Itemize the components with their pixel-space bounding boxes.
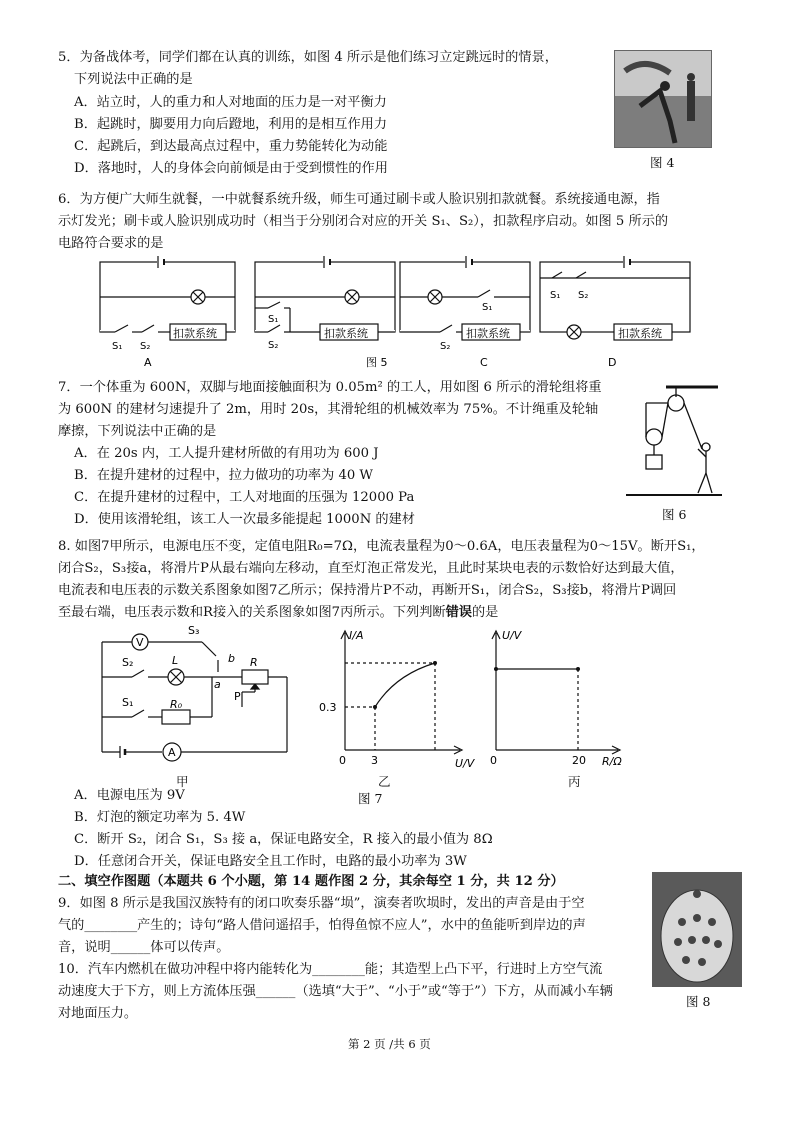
q6-stem-line2: 示灯发光；刷卡或人脸识别成功时（相当于分别闭合对应的开关 S₁、S₂），扣款程序启动。如图 5 所示的: [58, 214, 669, 229]
graph-yi-xlabel: U/V: [455, 757, 475, 770]
switch-s2-label: S₂: [122, 656, 134, 669]
xun-instrument-icon: [652, 872, 742, 987]
q8-stem-line3: 电流表和电压表的示数关系图象如图7乙所示；保持滑片P不动，再断开S₁，闭合S₂，S₃接b，将滑片P调回: [58, 583, 677, 598]
circuit-c-s1: S₁: [482, 302, 493, 313]
figure-8-caption: 图 8: [686, 994, 711, 1009]
figure-5-circuits: [90, 250, 710, 370]
q9-stem-line2: 气的________产生的；诗句“路人借问遥招手，怕得鱼惊不应人”，水中的鱼能听到岸边的声: [58, 918, 586, 933]
graph-yi-origin: 0: [339, 754, 346, 767]
q8-stem-line1: 8. 如图7甲所示，电源电压不变，定值电阻R₀=7Ω，电流表量程为0～0.6A，电压表量程为0～15V。断开S₁，: [58, 539, 705, 554]
q6-stem-line1: 6．为方便广大师生就餐，一中就餐系统升级，师生可通过刷卡或人脸识别扣款就餐。系统接通电源，指: [58, 192, 660, 207]
q7-option-b: B．在提升建材的过程中，拉力做功的功率为 40 W: [74, 468, 373, 483]
figure-7-jia-caption: 甲: [176, 774, 189, 789]
figure-7-caption: 图 7: [358, 791, 383, 806]
q7-option-c: C．在提升建材的过程中，工人对地面的压强为 12000 Pa: [74, 490, 415, 505]
q9-stem-line1: 9．如图 8 所示是我国汉族特有的闭口吹奏乐器“埙”，演奏者吹埙时，发出的声音是由于空: [58, 896, 585, 911]
figure-4-caption: 图 4: [650, 155, 675, 170]
figure-8-xun-photo: [652, 872, 742, 987]
contact-a-label: a: [214, 678, 221, 691]
graph-bing-xlabel: R/Ω: [602, 755, 622, 768]
q7-option-d: D．使用该滑轮组，该工人一次最多能提起 1000N 的建材: [74, 512, 415, 527]
q5-option-b: B．起跳时，脚要用力向后蹬地，利用的是相互作用力: [74, 117, 388, 132]
switch-s1-label: S₁: [122, 696, 134, 709]
circuit-b-s1: S₁: [268, 314, 279, 325]
q8-option-c: C．断开 S₂，闭合 S₁，S₃ 接 a，保证电路安全，R 接入的最小值为 8Ω: [74, 832, 493, 847]
slider-p-label: P: [234, 690, 241, 703]
contact-b-label: b: [228, 652, 235, 665]
figure-6-caption: 图 6: [662, 507, 687, 522]
figure-7-circuit-jia: [92, 622, 302, 772]
circuit-c-s2: S₂: [440, 341, 451, 352]
figure-7-graph-yi: [315, 625, 475, 770]
circuit-c-box-label: 扣款系统: [466, 327, 510, 340]
figure-4-photo: [614, 50, 712, 148]
q5-stem-line2: 下列说法中正确的是: [74, 72, 193, 87]
figure-5-caption: 图 5: [366, 356, 388, 369]
option-a-label: A: [144, 356, 152, 369]
q5-option-c: C．起跳后，到达最高点过程中，重力势能转化为动能: [74, 139, 388, 154]
q6-stem-line3: 电路符合要求的是: [58, 236, 164, 251]
circuit-c: [400, 256, 530, 340]
graph-yi-xtick: 3: [371, 754, 378, 767]
circuit-a-s1: S₁: [112, 341, 123, 352]
q8-stem-line4: [58, 603, 498, 623]
circuit-a-s2: S₂: [140, 341, 151, 352]
q7-option-a: A．在 20s 内，工人提升建材所做的有用功为 600 J: [74, 446, 379, 461]
rheostat-r-label: R: [250, 656, 258, 669]
q8-stem-line4-part1: 至最右端，电压表示数和R接入的关系图象如图7丙所示。下列判断: [58, 605, 446, 620]
voltmeter-label: V: [136, 636, 144, 649]
lamp-l-label: L: [172, 654, 179, 667]
circuit-a-box-label: 扣款系统: [173, 327, 217, 340]
graph-bing-origin: 0: [490, 754, 497, 767]
q8-option-a: A．电源电压为 9V: [74, 788, 185, 803]
circuit-d: [540, 256, 690, 340]
q7-stem-line3: 摩擦，下列说法中正确的是: [58, 424, 217, 439]
q8-stem-line2: 闭合S₂，S₃接a，将滑片P从最右端向左移动，直至灯泡正常发光，且此时某块电表的示数恰好达到最大值，: [58, 561, 684, 576]
q10-stem-line1: 10．汽车内燃机在做功冲程中将内能转化为________能；其造型上凸下平，行进时上方空气流: [58, 962, 603, 977]
resistor-r0-label: R₀: [170, 698, 183, 711]
circuit-b-box-label: 扣款系统: [324, 327, 368, 340]
graph-bing-xtick: 20: [572, 754, 586, 767]
q9-stem-line3: 音，说明______体可以传声。: [58, 940, 230, 955]
figure-6-pulley: [626, 385, 722, 503]
figure-7-graph-bing: [478, 625, 638, 770]
q8-option-d: D．任意闭合开关，保证电路安全且工作时，电路的最小功率为 3W: [74, 854, 467, 869]
q10-stem-line2: 动速度大于下方，则上方流体压强______（选填“大于”、“小于”或“等于”）下方，从而减小车辆: [58, 984, 613, 999]
q10-stem-line3: 对地面压力。: [58, 1006, 138, 1021]
figure-7-bing-caption: 丙: [568, 774, 581, 789]
ammeter-label: A: [168, 746, 176, 759]
q5-option-a: A．站立时，人的重力和人对地面的压力是一对平衡力: [74, 95, 387, 110]
q7-stem-line2: 为 600N 的建材匀速提升了 2m，用时 20s，其滑轮组的机械效率为 75%。不计绳重及轮轴: [58, 402, 599, 417]
graph-yi-ylabel: I/A: [349, 629, 364, 642]
graph-bing-ylabel: U/V: [502, 629, 522, 642]
figure-7-yi-caption: 乙: [378, 774, 391, 789]
circuit-d-box-label: 扣款系统: [618, 327, 662, 340]
circuit-d-s1: S₁: [550, 290, 561, 301]
q5-stem-line1: 5．为备战体考，同学们都在认真的训练，如图 4 所示是他们练习立定跳远时的情景，: [58, 50, 558, 65]
option-c-label: C: [480, 356, 488, 369]
circuit-b-s2: S₂: [268, 340, 279, 351]
option-d-label: D: [608, 356, 617, 369]
section-2-heading: 二、填空作图题（本题共 6 个小题，第 14 题作图 2 分，其余每空 1 分，共 12 分）: [58, 874, 564, 889]
q8-option-b: B．灯泡的额定功率为 5. 4W: [74, 810, 246, 825]
switch-s3-label: S₃: [188, 624, 200, 637]
graph-yi-ytick: 0.3: [319, 701, 337, 714]
circuit-d-s2: S₂: [578, 290, 589, 301]
q8-keyword-wrong: 错误: [445, 605, 472, 620]
q7-stem-line1: 7．一个体重为 600N，双脚与地面接触面积为 0.05m² 的工人，用如图 6 所示的滑轮组将重: [58, 380, 602, 395]
q8-stem-line4-part3: 的是: [471, 605, 499, 620]
long-jump-photo-icon: [615, 51, 711, 147]
q5-option-d: D．落地时，人的身体会向前倾是由于受到惯性的作用: [74, 161, 388, 176]
page-footer: 第 2 页 /共 6 页: [348, 1037, 431, 1051]
